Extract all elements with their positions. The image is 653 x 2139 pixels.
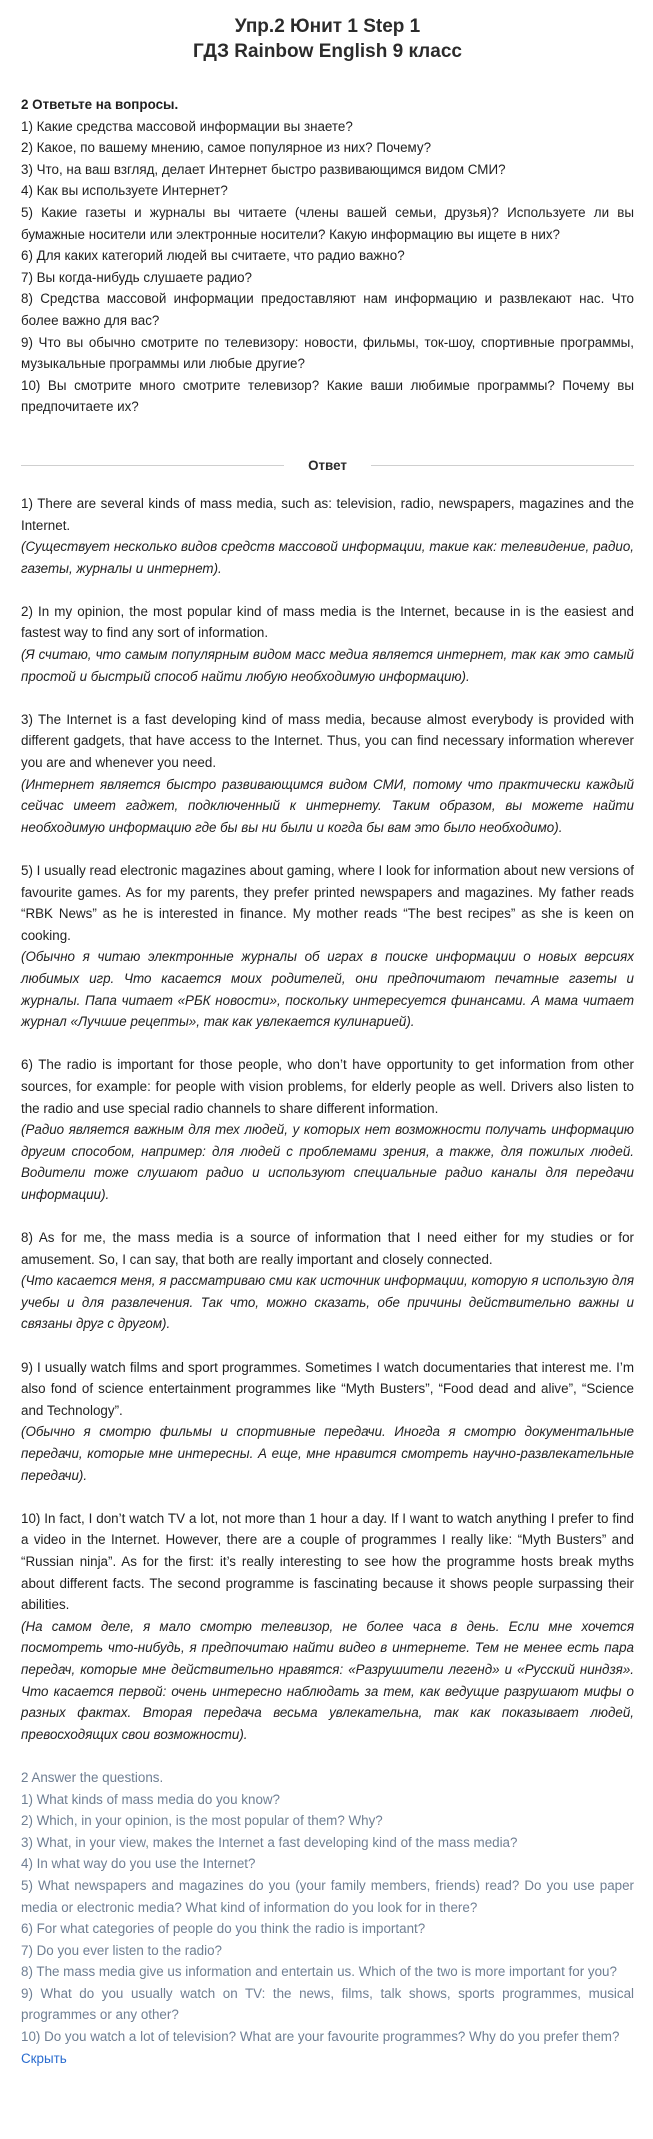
question-item: 10) Вы смотрите много смотрите телевизор? Какие ваши любимые программы? Почему вы предпочитаете их?: [21, 377, 634, 415]
question-item: 8) Средства массовой информации предоставляют нам информацию и развлекают нас. Что более важно для вас?: [21, 291, 634, 328]
answer-item: [21, 709, 634, 839]
english-question-item: 7) Do you ever listen to the radio?: [21, 1942, 222, 1958]
question-item: 7) Вы когда-нибудь слушаете радио?: [21, 269, 253, 285]
english-questions-heading: 2 Answer the questions.: [21, 1769, 164, 1785]
question-item: 4) Как вы используете Интернет?: [21, 183, 228, 199]
title-line-2: ГДЗ Rainbow English 9 класс: [193, 41, 462, 62]
answer-item: [21, 1357, 634, 1487]
answer-russian: (Интернет является быстро развивающимся видом СМИ, потому что практически каждый сейчас имеет гаджет, подключенный к интернету. Таким образом, вы можете найти необходимую информацию где бы вы ни были и когда бы вам это было необходимо).: [21, 776, 634, 835]
questions-heading: 2 Ответьте на вопросы.: [21, 97, 179, 112]
answer-english: 3) The Internet is a fast developing kind of mass media, because almost everybody is provided with different gadgets, that have access to the Internet. Thus, you can find necessary information wherever you are and whenever you need.: [21, 711, 634, 771]
english-question-item: 6) For what categories of people do you think the radio is important?: [21, 1921, 426, 1937]
answer-english: 5) I usually read electronic magazines about gaming, where I look for information about new versions of favourite games. As for my parents, they prefer printed newspapers and magazines. My father reads “RBK News” as he is interested in finance. My mother reads “The best recipes” as she is keen on cooking.: [21, 863, 634, 943]
answers-list: [21, 493, 634, 1745]
answer-english: 10) In fact, I don’t watch TV a lot, not more than 1 hour a day. If I want to watch anything I prefer to find a video in the Internet. However, there are a couple of programmes I really like: “Myth Busters” and “Russian ninja”. As for the first: it’s really interesting to see how the programme hosts break myths about different facts. The second programme is fascinating because it shows people surpassing their abilities.: [21, 1510, 634, 1613]
answer-russian: (Я считаю, что самым популярным видом масс медиа является интернет, так как это самый простой и быстрый способ найти любую необходимую информацию).: [21, 647, 634, 684]
answer-english: 2) In my opinion, the most popular kind of mass media is the Internet, because in is the easiest and fastest way to find any sort of information.: [21, 603, 634, 641]
answer-item: [21, 493, 634, 579]
answer-item: [21, 860, 634, 1033]
answer-label: Ответ: [308, 457, 347, 473]
answer-russian: (Радио является важным для тех людей, у которых нет возможности получать информацию другим способом, например: для людей с проблемами зрения, а также, для пожилых людей. Водители тоже слушают радио и используют специальные радио каналы для передачи информации).: [21, 1122, 634, 1202]
answer-item: [21, 601, 634, 687]
answer-english: 6) The radio is important for those people, who don’t have opportunity to get information from other sources, for example: for people with vision problems, for elderly people as well. Drivers also listen to the radio and use special radio channels to share different information.: [21, 1057, 634, 1116]
answer-russian: (Существует несколько видов средств массовой информации, такие как: телевидение, радио, газеты, журналы и интернет).: [21, 539, 634, 576]
title-line-1: Упр.2 Юнит 1 Step 1: [234, 16, 421, 37]
answer-russian: (Обычно я смотрю фильмы и спортивные передачи. Иногда я смотрю документальные передачи, которые мне интересны. А еще, мне нравится смотреть научно-развлекательные передачи).: [21, 1424, 634, 1483]
english-question-item: 10) Do you watch a lot of television? What are your favourite programmes? Why do you prefer them?: [21, 2029, 620, 2045]
russian-questions: [21, 94, 634, 418]
answer-russian: (Обычно я читаю электронные журналы об играх в поиске информации о новых версиях любимых игр. Что касается моих родителей, они предпочитают печатные газеты и журналы. Папа читает «РБК новости», поскольку интересуется финансами. А мама читает журнал «Лучшие рецепты», так как увлекается кулинарией).: [21, 949, 634, 1030]
answer-english: 9) I usually watch films and sport programmes. Sometimes I watch documentaries that interest me. I’m also fond of science entertainment programmes like “Myth Busters”, “Food dead and alive”, “Science and Technology”.: [21, 1359, 634, 1418]
question-item: 5) Какие газеты и журналы вы читаете (члены вашей семьи, друзья)? Используете ли вы бумажные носители или электронные носители? Какую информацию вы ищете в них?: [21, 204, 634, 242]
answer-english: 1) There are several kinds of mass media, such as: television, radio, newspapers, magazines and the Internet.: [21, 495, 634, 533]
answer-item: [21, 1054, 634, 1205]
answer-english: 8) As for me, the mass media is a source of information that I need either for my studies or for amusement. So, I can say, that both are really important and closely connected.: [21, 1230, 634, 1267]
english-question-item: 4) In what way do you use the Internet?: [21, 1856, 256, 1872]
question-item: 9) Что вы обычно смотрите по телевизору: новости, фильмы, ток-шоу, спортивные программы, музыкальные программы или любые другие?: [21, 334, 634, 372]
english-questions: [21, 1767, 634, 2048]
answer-divider: [21, 458, 634, 473]
english-question-item: 9) What do you usually watch on TV: the news, films, talk shows, sports programmes, musical programmes or any other?: [21, 1985, 634, 2023]
answer-russian: (На самом деле, я мало смотрю телевизор, не более часа в день. Если мне хочется посмотреть что-нибудь, я предпочитаю найти видео в интернете. Тем не менее есть пара передач, которые мне действительно нравятся: «Разрушители легенд» и «Русский ниндзя». Что касается первой: очень интересно наблюдать за тем, как ведущие разрушают мифы о разных фактах. Вторая передача весьма увлекательна, так как показывает людей, превосходящих свои возможности).: [21, 1618, 634, 1742]
answer-item: [21, 1508, 634, 1746]
answer-russian: (Что касается меня, я рассматриваю сми как источник информации, которую я использую для учебы и для развлечения. Так что, можно сказать, обе причины действительно важны и связаны друг с другом).: [21, 1273, 634, 1332]
question-item: 6) Для каких категорий людей вы считаете, что радио важно?: [21, 248, 405, 264]
answer-item: [21, 1227, 634, 1335]
english-question-item: 1) What kinds of mass media do you know?: [21, 1791, 281, 1807]
english-question-item: 8) The mass media give us information and entertain us. Which of the two is more important for you?: [21, 1964, 617, 1980]
page-title: [21, 14, 634, 64]
divider-line-right: [371, 465, 634, 466]
english-question-item: 2) Which, in your opinion, is the most popular of them? Why?: [21, 1813, 383, 1829]
hide-link[interactable]: Скрыть: [21, 2050, 67, 2066]
divider-line-left: [21, 465, 284, 466]
english-question-item: 3) What, in your view, makes the Internet a fast developing kind of the mass media?: [21, 1834, 518, 1850]
question-item: 3) Что, на ваш взгляд, делает Интернет быстро развивающимся видом СМИ?: [21, 161, 506, 177]
question-item: 2) Какое, по вашему мнению, самое популярное из них? Почему?: [21, 140, 432, 156]
english-question-item: 5) What newspapers and magazines do you (your family members, friends) read? Do you use paper media or electronic media? What kind of information do you look for in there?: [21, 1877, 634, 1915]
question-item: 1) Какие средства массовой информации вы знаете?: [21, 118, 353, 134]
